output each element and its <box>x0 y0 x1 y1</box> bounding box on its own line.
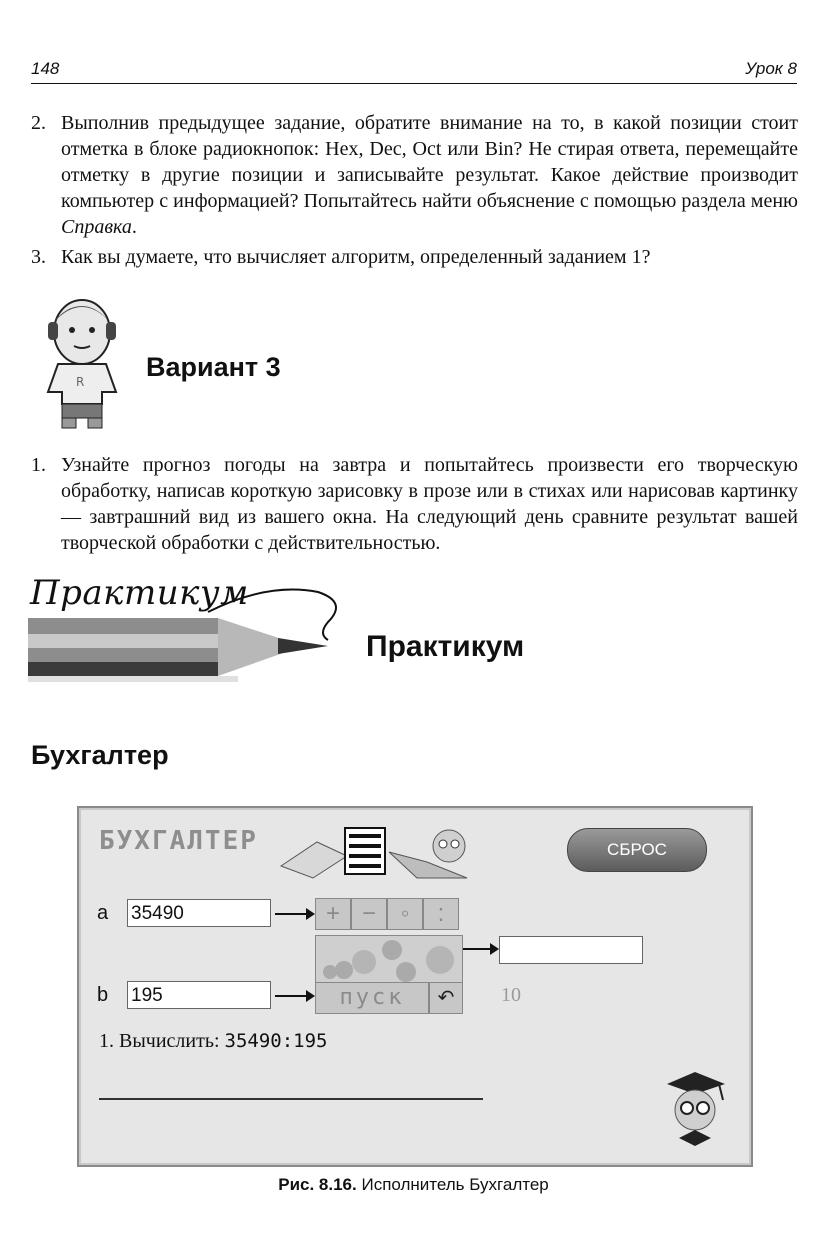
app-task <box>99 1030 327 1053</box>
variant-title: Вариант 3 <box>146 352 281 382</box>
header-rule <box>31 83 797 84</box>
arrow-icon <box>463 948 497 950</box>
abacus-clerk-icon <box>277 822 477 880</box>
task-number: 2. <box>31 112 46 134</box>
result-field <box>499 936 643 964</box>
praktikum-script-label: Практикум <box>30 573 249 613</box>
field-a-input[interactable]: 35490 <box>127 899 271 927</box>
buhgalter-window <box>77 806 753 1167</box>
praktikum-title: Практикум <box>366 630 525 663</box>
task-text: Как вы думаете, что вычисляет алгоритм, определенный заданием 1? <box>61 246 651 268</box>
step-counter: 10 <box>501 984 521 1006</box>
minus-button[interactable]: − <box>351 898 387 930</box>
task-number: 3. <box>31 246 46 268</box>
task-expression: 35490:195 <box>224 1030 328 1052</box>
divide-button[interactable]: : <box>423 898 459 930</box>
section-title: Бухгалтер <box>31 740 169 770</box>
field-a-label: a <box>97 902 109 924</box>
app-title: БУХГАЛТЕР <box>99 826 258 856</box>
figure-caption <box>0 1175 827 1195</box>
task-number: 1. <box>31 454 46 476</box>
answer-line <box>99 1098 483 1100</box>
figure-caption-label: Рис. 8.16. <box>278 1175 357 1194</box>
task-text: Узнайте прогноз погоды на завтра и попытайтесь произвести его творческую обработку, написав короткую зарисовку в прозе или в стихах или нарисовав картинку — завтрашний вид из вашего окна. На следующий день сравните результат вашей творческой обработки с действительностью. <box>61 454 798 554</box>
arrow-icon <box>275 913 313 915</box>
plus-button[interactable]: + <box>315 898 351 930</box>
running-header: Урок 8 <box>745 59 797 78</box>
task-prefix: 1. Вычислить: <box>99 1030 225 1052</box>
boy-illustration-icon <box>36 292 128 432</box>
gears-icon <box>315 935 463 987</box>
task-text: Выполнив предыдущее задание, обратите внимание на то, в какой позиции стоит отметка в блоке радиокнопок: Hex, Dec, Oct или Bin? Не стирая ответа, перемещайте отметку в другие позиции и записывайте результат. Какое действие производит компьютер с информацией? Попытайтесь найти объяснение с помощью раздела меню Справка. <box>61 112 798 238</box>
field-b-input[interactable]: 195 <box>127 981 271 1009</box>
reset-button[interactable]: СБРОС <box>567 828 707 872</box>
run-button[interactable]: пуск <box>315 982 429 1014</box>
field-b-label: b <box>97 984 109 1006</box>
scholar-owl-icon <box>659 1070 729 1150</box>
multiply-button[interactable]: ◦ <box>387 898 423 930</box>
arrow-icon <box>275 995 313 997</box>
pencil-icon <box>28 582 348 692</box>
page-number: 148 <box>31 59 60 78</box>
menu-reference: Справка <box>61 216 132 238</box>
svg-text:R: R <box>76 375 85 389</box>
undo-button[interactable]: ↶ <box>429 982 463 1014</box>
figure-caption-text: Исполнитель Бухгалтер <box>356 1175 549 1194</box>
